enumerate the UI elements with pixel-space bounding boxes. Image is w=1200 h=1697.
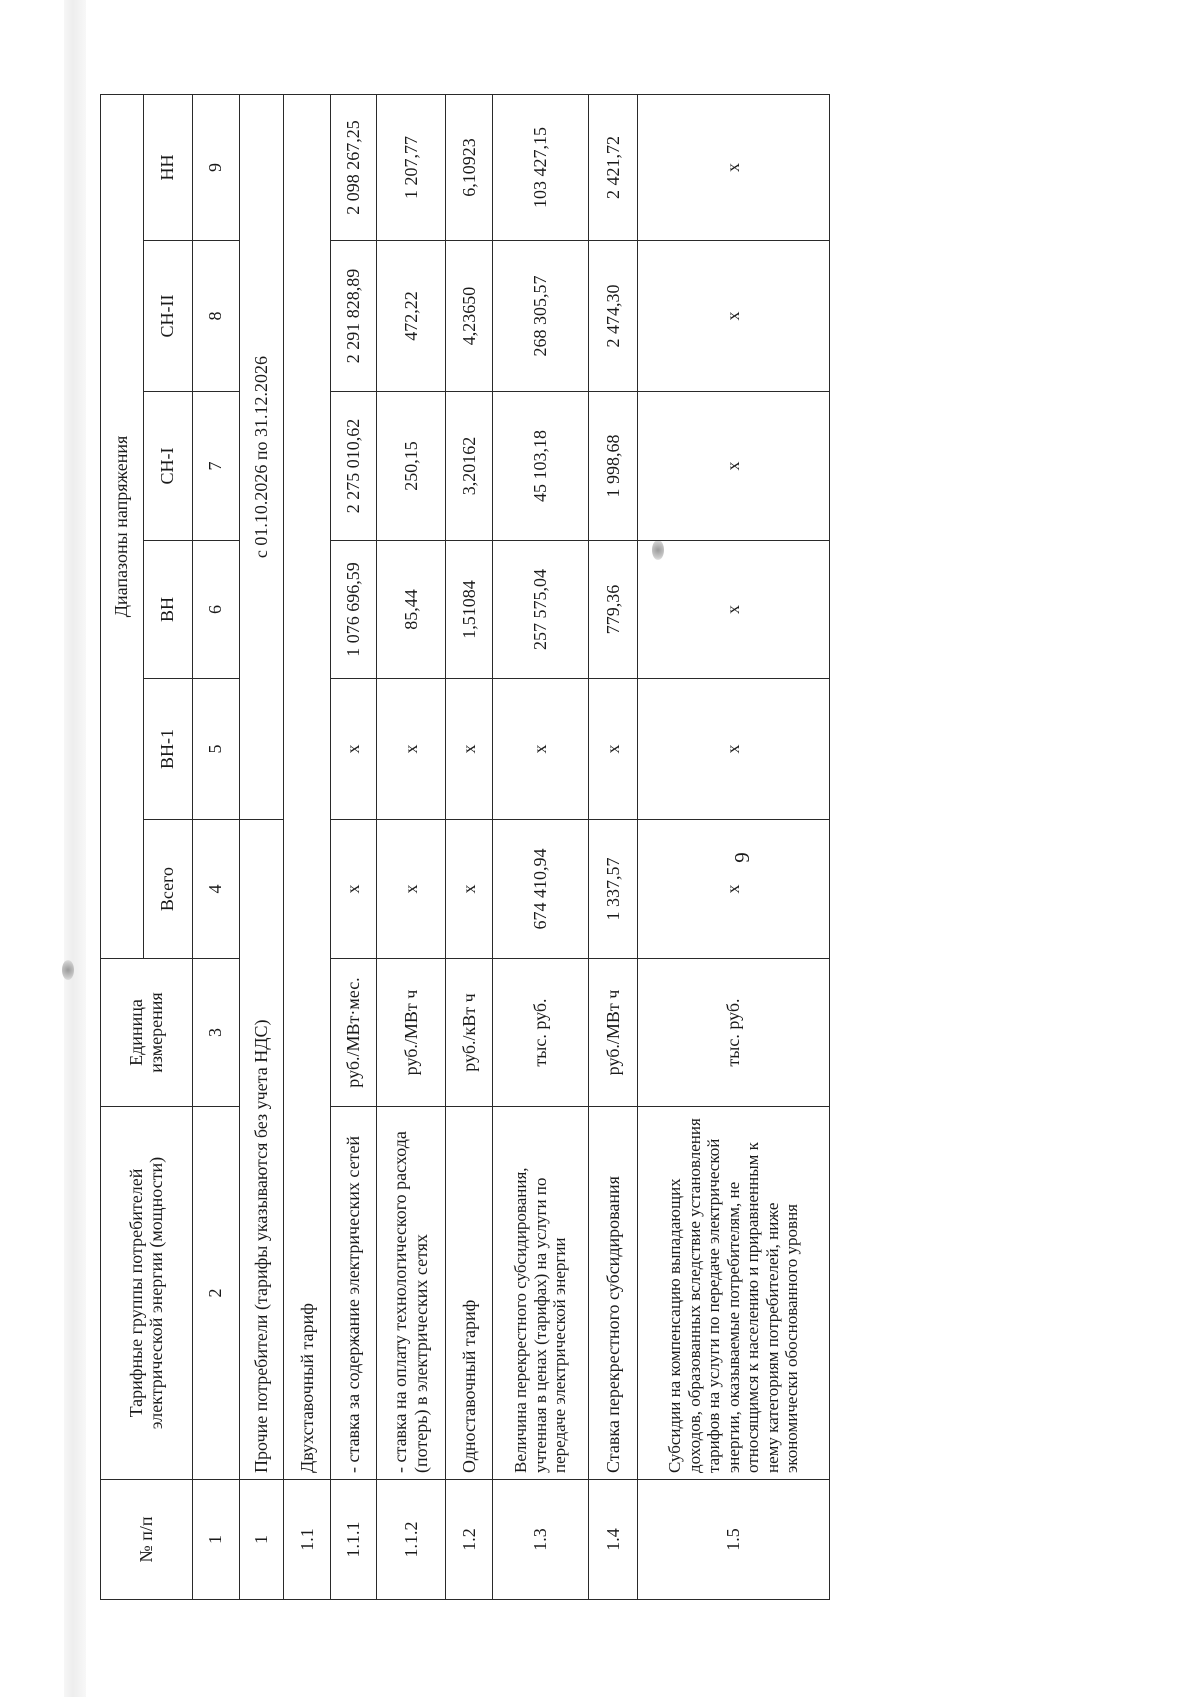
row-vn1: х	[331, 679, 377, 820]
row-sn2: 2 291 828,89	[331, 241, 377, 392]
row-num: 1.3	[493, 1480, 589, 1600]
row-name: - ставка за содержание электрических сетей	[331, 1107, 377, 1480]
header-voltage-ranges: Диапазоны напряжения	[101, 94, 144, 958]
row-vn: х	[638, 541, 830, 679]
row-sn1: 2 275 010,62	[331, 392, 377, 541]
header-group: Тарифные группы потребителей электрической энергии (мощности)	[101, 1107, 193, 1480]
col-number: 6	[192, 541, 239, 679]
row-total: х	[377, 820, 446, 959]
col-number: 7	[192, 392, 239, 541]
col-number: 5	[192, 679, 239, 820]
row-vn1: х	[638, 679, 830, 820]
section-title: Прочие потребители (тарифы указываются без учета НДС)	[239, 820, 284, 1480]
row-num: 1.1.1	[331, 1480, 377, 1600]
row-total: х	[446, 820, 493, 959]
binder-hole-mark	[62, 960, 74, 980]
row-vn: 1,51084	[446, 541, 493, 679]
row-nn: 2 098 267,25	[331, 94, 377, 240]
row-sn1: 3,20162	[446, 392, 493, 541]
row-sn2: 268 305,57	[493, 241, 589, 392]
header-unit: Единица измерения	[101, 959, 193, 1107]
row-nn: 103 427,15	[493, 94, 589, 240]
row-sn1: 45 103,18	[493, 392, 589, 541]
row-unit: руб./МВт·мес.	[331, 959, 377, 1107]
row-total: х	[638, 820, 830, 959]
row-vn: 85,44	[377, 541, 446, 679]
row-name: - ставка на оплату технологического расхода (потерь) в электрических сетях	[377, 1107, 446, 1480]
col-number: 4	[192, 820, 239, 959]
subsection-row	[284, 94, 331, 1599]
row-unit: руб./кВт ч	[446, 959, 493, 1107]
header-vn1: ВН-1	[143, 679, 192, 820]
table-row	[493, 94, 589, 1599]
header-sn1: СН-I	[143, 392, 192, 541]
row-vn: 1 076 696,59	[331, 541, 377, 679]
page-number: 9	[729, 852, 754, 863]
row-sn1: 250,15	[377, 392, 446, 541]
rotated-table-container	[100, 95, 830, 1600]
row-sn2: 472,22	[377, 241, 446, 392]
header-sn2: СН-II	[143, 241, 192, 392]
row-unit: руб./МВт ч	[377, 959, 446, 1107]
row-vn: 779,36	[589, 541, 638, 679]
row-total: х	[331, 820, 377, 959]
row-num: 1.2	[446, 1480, 493, 1600]
row-num: 1.4	[589, 1480, 638, 1600]
row-nn: 6,10923	[446, 94, 493, 240]
col-number: 9	[192, 94, 239, 240]
table-row	[638, 94, 830, 1599]
row-vn: 257 575,04	[493, 541, 589, 679]
row-vn1: х	[589, 679, 638, 820]
row-num: 1.1.2	[377, 1480, 446, 1600]
header-nn: НН	[143, 94, 192, 240]
header-num: № п/п	[101, 1480, 193, 1600]
row-total: 1 337,57	[589, 820, 638, 959]
column-number-row	[192, 94, 239, 1599]
section-num: 1	[239, 1480, 284, 1600]
col-number: 8	[192, 241, 239, 392]
row-nn: 1 207,77	[377, 94, 446, 240]
row-name: Субсидии на компенсацию выпадающих доходов, образованных вследствие установления тарифов на услуги по передаче электрической энергии, оказываемые потребителям, не относящимся к населению и приравненным к нему категориям потребителей, ниже экономически обоснованного уровня	[638, 1107, 830, 1480]
row-vn1: х	[446, 679, 493, 820]
header-total: Всего	[143, 820, 192, 959]
row-vn1: х	[493, 679, 589, 820]
row-nn: 2 421,72	[589, 94, 638, 240]
row-sn1: 1 998,68	[589, 392, 638, 541]
subsection-num: 1.1	[284, 1480, 331, 1600]
row-name: Величина перекрестного субсидирования, учтенная в ценах (тарифах) на услуги по передаче электрической энергии	[493, 1107, 589, 1480]
row-total: 674 410,94	[493, 820, 589, 959]
table-row	[377, 94, 446, 1599]
tariff-table	[100, 94, 830, 1600]
col-number: 3	[192, 959, 239, 1107]
row-sn2: х	[638, 241, 830, 392]
row-unit: тыс. руб.	[638, 959, 830, 1107]
table-rotation-frame	[100, 95, 830, 1600]
row-name: Ставка перекрестного субсидирования	[589, 1107, 638, 1480]
col-number: 2	[192, 1107, 239, 1480]
row-sn2: 2 474,30	[589, 241, 638, 392]
table-row	[331, 94, 377, 1599]
row-vn1: х	[377, 679, 446, 820]
row-sn2: 4,23650	[446, 241, 493, 392]
header-vn: ВН	[143, 541, 192, 679]
header-row	[101, 94, 144, 1599]
row-nn: х	[638, 94, 830, 240]
row-unit: тыс. руб.	[493, 959, 589, 1107]
section-row	[239, 94, 284, 1599]
row-unit: руб./МВт ч	[589, 959, 638, 1107]
table-row	[446, 94, 493, 1599]
section-period: с 01.10.2026 по 31.12.2026	[239, 94, 284, 819]
col-number: 1	[192, 1480, 239, 1600]
subsection-title: Двухставочный тариф	[284, 94, 331, 1479]
scan-edge-shadow	[64, 0, 86, 1697]
row-sn1: х	[638, 392, 830, 541]
row-name: Одноставочный тариф	[446, 1107, 493, 1480]
row-num: 1.5	[638, 1480, 830, 1600]
table-row	[589, 94, 638, 1599]
